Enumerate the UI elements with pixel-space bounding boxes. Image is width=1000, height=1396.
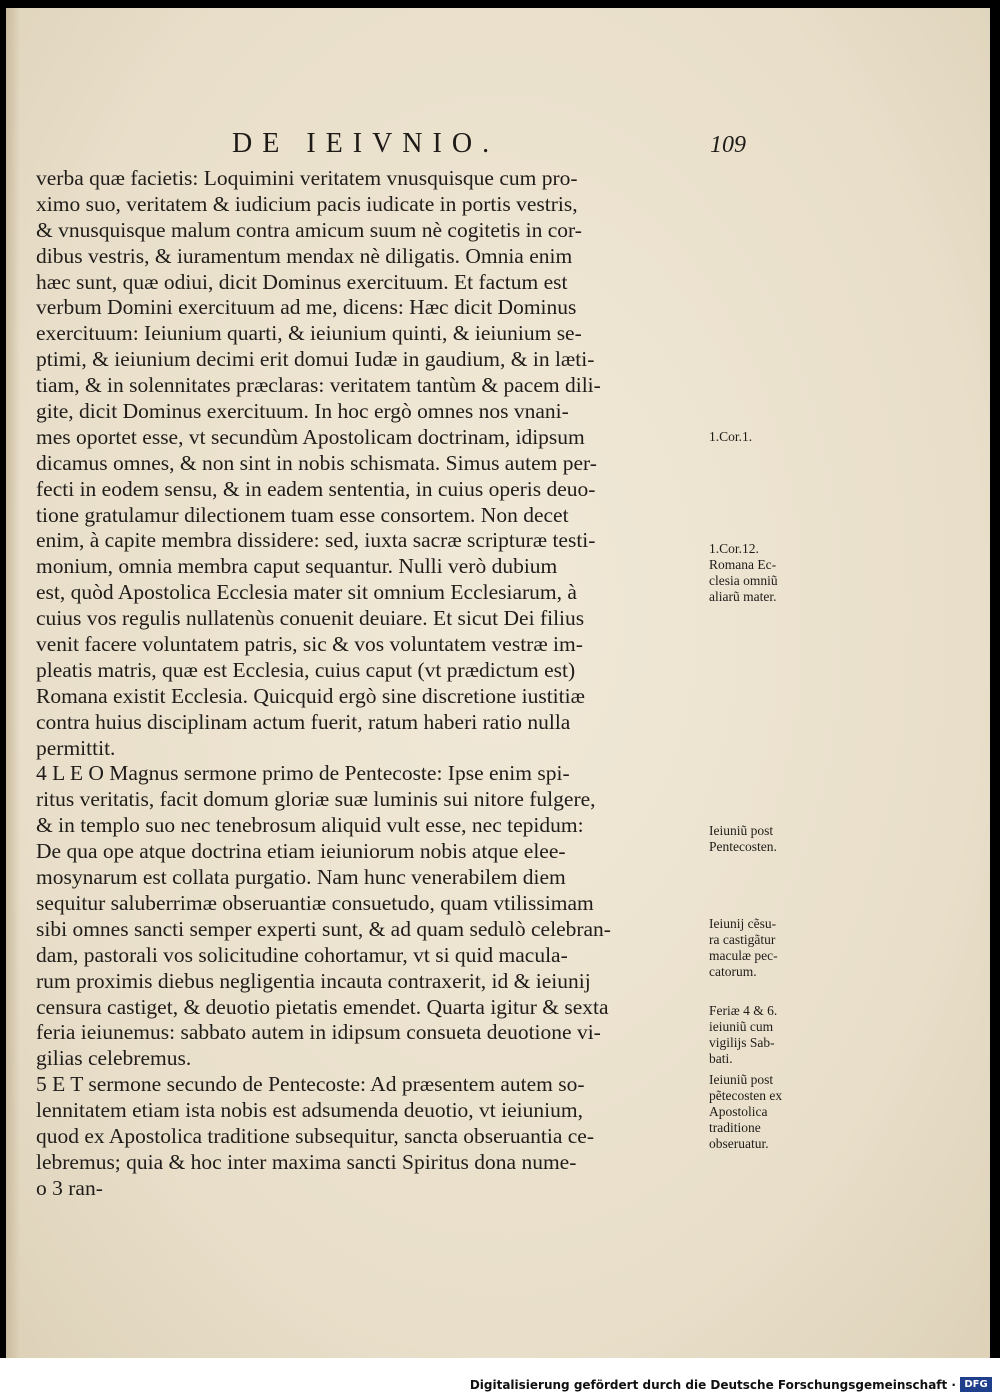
- marginal-note-line: Feriæ 4 & 6.: [709, 1003, 778, 1018]
- dfg-logo: DFG: [960, 1377, 992, 1392]
- text-line: & in templo suo nec tenebrosum aliquid vult esse, nec tepidum:: [36, 813, 584, 838]
- marginal-note-line: Ieiuniũ post: [709, 1072, 774, 1087]
- text-line: sequitur saluberrimæ obseruantiæ consuetudo, quam vtilissimam: [36, 890, 594, 915]
- text-line: dam, pastorali vos solicitudine cohortamur, vt si quid macula-: [36, 942, 568, 967]
- text-line: pleatis matris, quæ est Ecclesia, cuius caput (vt prædictum est): [36, 657, 576, 682]
- text-line: gilias celebremus.: [36, 1046, 192, 1071]
- text-line: ximo suo, veritatem & iudicium pacis iudicate in portis vestris,: [36, 191, 578, 216]
- text-line: De qua ope atque doctrina etiam ieiuniorum nobis atque elee-: [36, 839, 566, 864]
- marginal-note: [709, 1003, 819, 1067]
- marginal-note-line: bati.: [709, 1051, 733, 1066]
- marginal-note-line: ieiuniũ cum: [709, 1019, 774, 1034]
- marginal-note-line: pẽtecosten ex: [709, 1088, 783, 1103]
- main-text-block: [36, 166, 706, 1202]
- text-line: venit facere voluntatem patris, sic & vos voluntatem vestræ im-: [36, 632, 583, 657]
- marginal-note-line: Ieiuniũ post: [709, 823, 774, 838]
- text-line: dicamus omnes, & non sint in nobis schismata. Simus autem per-: [36, 450, 597, 475]
- marginal-note-line: 1.Cor.1.: [709, 429, 753, 444]
- text-line: verbum Domini exercituum ad me, dicens: Hæc dicit Dominus: [36, 295, 577, 320]
- marginal-note: [709, 1072, 819, 1152]
- text-line: censura castiget, & deuotio pietatis emendet. Quarta igitur & sexta: [36, 994, 609, 1019]
- text-line: rum proximis diebus negligentia incauta contraxerit, id & ieiunij: [36, 968, 591, 993]
- marginal-note-line: maculæ pec-: [709, 948, 778, 963]
- text-line: mosynarum est collata purgatio. Nam hunc venerabilem diem: [36, 865, 566, 890]
- text-line: quod ex Apostolica traditione subsequitur, sancta obseruantia ce-: [36, 1123, 594, 1148]
- marginal-note-line: obseruatur.: [709, 1136, 769, 1151]
- text-line: Romana existit Ecclesia. Quicquid ergò sine discretione iustitiæ: [36, 683, 585, 708]
- book-page: [6, 8, 990, 1360]
- text-line: ritus veritatis, facit domum gloriæ suæ luminis sui nitore fulgere,: [36, 787, 596, 812]
- text-line: enim, à capite membra dissidere: sed, iuxta sacræ scripturæ testi-: [36, 528, 596, 553]
- text-line: lebremus; quia & hoc inter maxima sancti Spiritus dona nume-: [36, 1149, 577, 1174]
- marginal-note-line: catorum.: [709, 964, 757, 979]
- text-line: permittit.: [36, 735, 116, 760]
- text-line: mes oportet esse, vt secundùm Apostolicam doctrinam, idipsum: [36, 424, 585, 449]
- marginal-note-line: Romana Ec-: [709, 557, 777, 572]
- text-line: tiam, & in solennitates præclaras: veritatem tantùm & pacem dili-: [36, 373, 601, 398]
- marginal-note-line: Apostolica: [709, 1104, 768, 1119]
- text-line: verba quæ facietis: Loquimini veritatem vnusquisque cum pro-: [36, 166, 578, 190]
- text-line: o 3 ran-: [36, 1175, 103, 1200]
- marginal-note: [709, 916, 819, 980]
- text-line: monium, omnia membra caput sequantur. Nulli verò dubium: [36, 554, 558, 579]
- text-line: cuius vos regulis nullatenùs conuenit deuiare. Et sicut Dei filius: [36, 606, 585, 631]
- text-line: dibus vestris, & iuramentum mendax nè diligatis. Omnia enim: [36, 243, 573, 268]
- text-line: hæc sunt, quæ odiui, dicit Dominus exercituum. Et factum est: [36, 269, 568, 294]
- text-line: 4 L E O Magnus sermone primo de Pentecoste: Ipse enim spi-: [36, 761, 570, 786]
- funding-credit: Digitalisierung gefördert durch die Deutsche Forschungsgemeinschaft ·: [469, 1378, 956, 1392]
- text-line: & vnusquisque malum contra amicum suum nè cogitetis in cor-: [36, 217, 582, 242]
- running-title: DE IEIVNIO.: [232, 128, 500, 159]
- text-line: fecti in eodem sensu, & in eadem sententia, in cuius operis deuo-: [36, 476, 596, 501]
- marginal-note: [709, 823, 819, 855]
- marginal-note-line: 1.Cor.12.: [709, 541, 759, 556]
- marginal-note-line: ra castigãtur: [709, 932, 776, 947]
- marginal-note-line: traditione: [709, 1120, 761, 1135]
- marginal-note: [709, 541, 819, 605]
- marginal-note-line: vigilijs Sab-: [709, 1035, 775, 1050]
- text-line: est, quòd Apostolica Ecclesia mater sit omnium Ecclesiarum, à: [36, 580, 577, 605]
- text-line: ptimi, & ieiunium decimi erit domui Iudæ in gaudium, & in læti-: [36, 347, 595, 372]
- text-line: lennitatem etiam ista nobis est adsumenda deuotio, vt ieiunium,: [36, 1098, 583, 1123]
- page-header: [6, 128, 990, 168]
- marginal-note: [709, 429, 819, 445]
- text-line: tione gratulamur dilectionem tuam esse consortem. Non decet: [36, 502, 569, 527]
- footer-bar: [0, 1358, 1000, 1396]
- marginal-note-line: clesia omniũ: [709, 573, 778, 588]
- text-line: feria ieiunemus: sabbato autem in idipsum consueta deuotione vi-: [36, 1020, 601, 1045]
- marginal-note-line: Ieiunij cẽsu-: [709, 916, 777, 931]
- text-line: contra huius disciplinam actum fuerit, ratum haberi ratio nulla: [36, 709, 571, 734]
- page-spine-shadow: [6, 8, 20, 1360]
- text-line: gite, dicit Dominus exercituum. In hoc ergò omnes nos vnani-: [36, 399, 569, 424]
- text-line: sibi omnes sancti semper experti sunt, & ad quam sedulò celebran-: [36, 916, 611, 941]
- text-line: 5 E T sermone secundo de Pentecoste: Ad præsentem autem so-: [36, 1072, 585, 1097]
- page-number: 109: [710, 132, 746, 158]
- marginal-note-line: Pentecosten.: [709, 839, 777, 854]
- marginal-note-line: aliarũ mater.: [709, 589, 777, 604]
- text-line: exercituum: Ieiunium quarti, & ieiunium quinti, & ieiunium se-: [36, 321, 582, 346]
